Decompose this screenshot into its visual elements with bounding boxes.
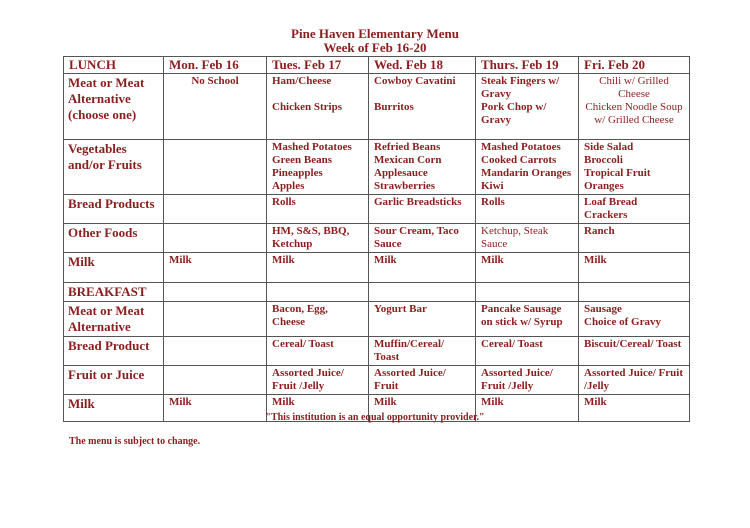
column-header: LUNCH <box>64 57 164 74</box>
menu-cell: Ranch <box>579 224 690 253</box>
menu-cell: Sour Cream, Taco Sauce <box>369 224 476 253</box>
menu-cell: Biscuit/Cereal/ Toast <box>579 337 690 366</box>
menu-table <box>63 56 690 422</box>
menu-cell <box>164 224 267 253</box>
menu-change-note: The menu is subject to change. <box>69 436 201 447</box>
menu-cell <box>476 283 579 302</box>
row-label: Bread Product <box>64 337 164 366</box>
menu-cell <box>164 140 267 195</box>
menu-cell: Milk <box>476 395 579 422</box>
row-label: Bread Products <box>64 195 164 224</box>
menu-cell: Chili w/ Grilled Cheese Chicken Noodle Soup w/ Grilled Cheese <box>579 74 690 140</box>
column-header: Tues. Feb 17 <box>267 57 369 74</box>
menu-cell: Cowboy Cavatini Burritos <box>369 74 476 140</box>
column-header: Mon. Feb 16 <box>164 57 267 74</box>
menu-cell: Cereal/ Toast <box>476 337 579 366</box>
row-label: Milk <box>64 395 164 422</box>
row-label: Other Foods <box>64 224 164 253</box>
menu-cell <box>164 283 267 302</box>
menu-cell: Mashed Potatoes Green Beans Pineapples Apples <box>267 140 369 195</box>
menu-cell: Rolls <box>267 195 369 224</box>
equal-opportunity-notice: "This institution is an equal opportunity provider." <box>265 412 485 423</box>
menu-cell <box>164 366 267 395</box>
menu-cell: Sausage Choice of Gravy <box>579 302 690 337</box>
row-label: Milk <box>64 253 164 283</box>
menu-cell: Assorted Juice/ Fruit /Jelly <box>579 366 690 395</box>
table-row <box>64 74 690 140</box>
row-label: Fruit or Juice <box>64 366 164 395</box>
page-subtitle: Week of Feb 16-20 <box>323 40 427 55</box>
row-label: BREAKFAST <box>64 283 164 302</box>
menu-cell: Refried Beans Mexican Corn Applesauce Strawberries <box>369 140 476 195</box>
table-row <box>64 366 690 395</box>
menu-cell: Ham/Cheese Chicken Strips <box>267 74 369 140</box>
table-row <box>64 253 690 283</box>
menu-cell: Assorted Juice/ Fruit <box>369 366 476 395</box>
menu-cell: Garlic Breadsticks <box>369 195 476 224</box>
menu-cell <box>579 283 690 302</box>
column-header: Wed. Feb 18 <box>369 57 476 74</box>
table-row <box>64 302 690 337</box>
menu-cell: Rolls <box>476 195 579 224</box>
menu-cell <box>369 283 476 302</box>
row-label: Meat or Meat Alternative (choose one) <box>64 74 164 140</box>
menu-cell: Milk <box>369 253 476 283</box>
menu-cell: Milk <box>164 253 267 283</box>
menu-cell: Bacon, Egg, Cheese <box>267 302 369 337</box>
menu-cell: Cereal/ Toast <box>267 337 369 366</box>
column-header: Fri. Feb 20 <box>579 57 690 74</box>
menu-cell: HM, S&S, BBQ, Ketchup <box>267 224 369 253</box>
menu-cell: Steak Fingers w/ Gravy Pork Chop w/ Gravy <box>476 74 579 140</box>
row-label: Vegetables and/or Fruits <box>64 140 164 195</box>
table-row <box>64 224 690 253</box>
menu-cell <box>267 283 369 302</box>
table-row <box>64 195 690 224</box>
menu-cell: Milk <box>476 253 579 283</box>
menu-cell: Assorted Juice/ Fruit /Jelly <box>476 366 579 395</box>
table-row <box>64 140 690 195</box>
menu-cell: Pancake Sausage on stick w/ Syrup <box>476 302 579 337</box>
menu-cell <box>164 302 267 337</box>
menu-cell: Mashed Potatoes Cooked Carrots Mandarin Oranges Kiwi <box>476 140 579 195</box>
table-row <box>64 337 690 366</box>
menu-cell: Side Salad Broccoli Tropical Fruit Oranges <box>579 140 690 195</box>
menu-cell <box>164 195 267 224</box>
menu-cell: Ketchup, Steak Sauce <box>476 224 579 253</box>
menu-cell: Milk <box>369 395 476 422</box>
page-title: Pine Haven Elementary Menu <box>291 26 459 41</box>
menu-cell: Milk <box>579 395 690 422</box>
menu-cell: Yogurt Bar <box>369 302 476 337</box>
menu-cell: Milk <box>579 253 690 283</box>
row-label: Meat or Meat Alternative <box>64 302 164 337</box>
table-row <box>64 283 690 302</box>
menu-cell: Milk <box>164 395 267 422</box>
menu-cell: Muffin/Cereal/ Toast <box>369 337 476 366</box>
header-row <box>64 57 690 74</box>
menu-cell: Loaf Bread Crackers <box>579 195 690 224</box>
column-header: Thurs. Feb 19 <box>476 57 579 74</box>
menu-cell: Assorted Juice/ Fruit /Jelly <box>267 366 369 395</box>
menu-cell: Milk <box>267 395 369 422</box>
menu-cell: Milk <box>267 253 369 283</box>
menu-cell <box>164 337 267 366</box>
menu-cell: No School <box>164 74 267 140</box>
